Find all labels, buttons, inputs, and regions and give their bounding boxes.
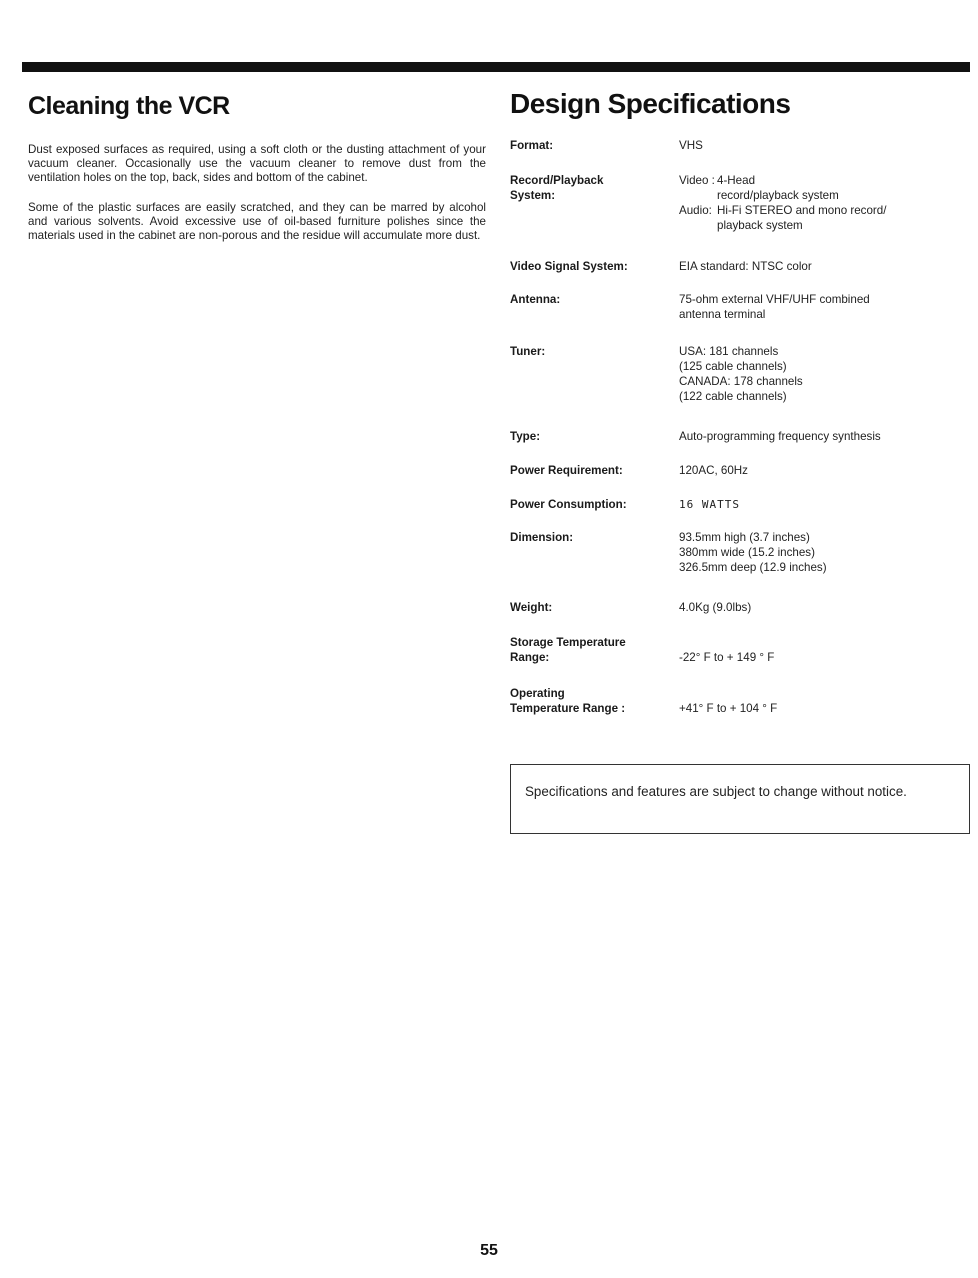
spec-label-dimension: Dimension: bbox=[510, 531, 574, 544]
page-number: 55 bbox=[480, 1242, 498, 1259]
spec-value-record-playback bbox=[679, 173, 970, 233]
operating-temperature-label-line-1: Operating bbox=[510, 687, 565, 700]
storage-temperature-label-line-2: Range: bbox=[510, 651, 550, 664]
dimension-line-2: 380mm wide (15.2 inches) bbox=[679, 546, 815, 559]
cleaning-paragraph-2: Some of the plastic surfaces are easily scratched, and they can be marred by alcohol and various solvents. Avoid excessive use of oil-based furniture polishes since the materials used in the cabinet are non-porous and the residue will accumulate more dust. bbox=[28, 201, 486, 242]
tuner-line-1: USA: 181 channels bbox=[679, 345, 779, 358]
top-rule bbox=[22, 62, 970, 72]
spec-value-video-signal: EIA standard: NTSC color bbox=[679, 260, 812, 273]
spec-label-tuner: Tuner: bbox=[510, 345, 546, 358]
tuner-line-4: (122 cable channels) bbox=[679, 390, 787, 403]
spec-value-power-requirement: 120AC, 60Hz bbox=[679, 464, 748, 477]
spec-value-weight: 4.0Kg (9.0lbs) bbox=[679, 601, 752, 614]
spec-label-video-signal: Video Signal System: bbox=[510, 260, 628, 273]
audio-key: Audio: bbox=[679, 204, 712, 217]
cleaning-paragraph-1: Dust exposed surfaces as required, using a soft cloth or the dusting attachment of your vacuum cleaner. Occasionally use the vacuum cleaner to remove dust from the ventilation holes on the top, back, sides and bottom of the cabinet. bbox=[28, 143, 486, 184]
spec-value-dimension bbox=[679, 530, 970, 575]
storage-temperature-label-line-1: Storage Temperature bbox=[510, 636, 626, 649]
spec-label-type: Type: bbox=[510, 430, 541, 443]
audio-line-1: Hi-Fi STEREO and mono record/ bbox=[717, 204, 887, 217]
tuner-line-3: CANADA: 178 channels bbox=[679, 375, 803, 388]
notice-box: Specifications and features are subject to change without notice. bbox=[510, 764, 970, 834]
operating-temperature-label-line-2: Temperature Range : bbox=[510, 702, 626, 715]
spec-label-storage-temperature bbox=[510, 635, 678, 665]
spec-label-record-playback-line-2: System: bbox=[510, 189, 556, 202]
spec-value-antenna bbox=[679, 292, 970, 322]
spec-label-power-consumption: Power Consumption: bbox=[510, 498, 627, 511]
audio-sub-row bbox=[679, 203, 970, 218]
video-sub-row bbox=[679, 173, 970, 188]
spec-value-type: Auto-programming frequency synthesis bbox=[679, 430, 881, 443]
spec-value-format: VHS bbox=[679, 139, 703, 152]
spec-value-operating-temperature: +41° F to + 104 ° F bbox=[679, 702, 778, 715]
dimension-line-1: 93.5mm high (3.7 inches) bbox=[679, 531, 810, 544]
spec-label-operating-temperature bbox=[510, 686, 678, 716]
spec-label-power-requirement: Power Requirement: bbox=[510, 464, 623, 477]
video-line-1: 4-Head bbox=[717, 174, 756, 187]
spec-value-storage-temperature: -22° F to + 149 ° F bbox=[679, 651, 775, 664]
cleaning-section bbox=[28, 92, 486, 243]
spec-label-weight: Weight: bbox=[510, 601, 553, 614]
video-key: Video : bbox=[679, 174, 715, 187]
specifications-section bbox=[510, 88, 970, 715]
spec-label-antenna: Antenna: bbox=[510, 293, 561, 306]
spec-value-tuner bbox=[679, 344, 970, 404]
antenna-line-1: 75-ohm external VHF/UHF combined bbox=[679, 293, 870, 306]
cleaning-title: Cleaning the VCR bbox=[28, 92, 230, 120]
video-sub-row-2 bbox=[679, 188, 970, 203]
spec-value-power-consumption: 16 WATTS bbox=[679, 498, 740, 511]
audio-line-2: playback system bbox=[717, 219, 803, 232]
spec-label-format: Format: bbox=[510, 139, 554, 152]
specifications-title: Design Specifications bbox=[510, 88, 791, 119]
dimension-line-3: 326.5mm deep (12.9 inches) bbox=[679, 561, 827, 574]
video-line-2: record/playback system bbox=[717, 189, 839, 202]
spec-label-record-playback bbox=[510, 173, 678, 203]
audio-sub-row-2 bbox=[679, 218, 970, 233]
spec-label-record-playback-line-1: Record/Playback bbox=[510, 174, 604, 187]
antenna-line-2: antenna terminal bbox=[679, 308, 766, 321]
tuner-line-2: (125 cable channels) bbox=[679, 360, 787, 373]
